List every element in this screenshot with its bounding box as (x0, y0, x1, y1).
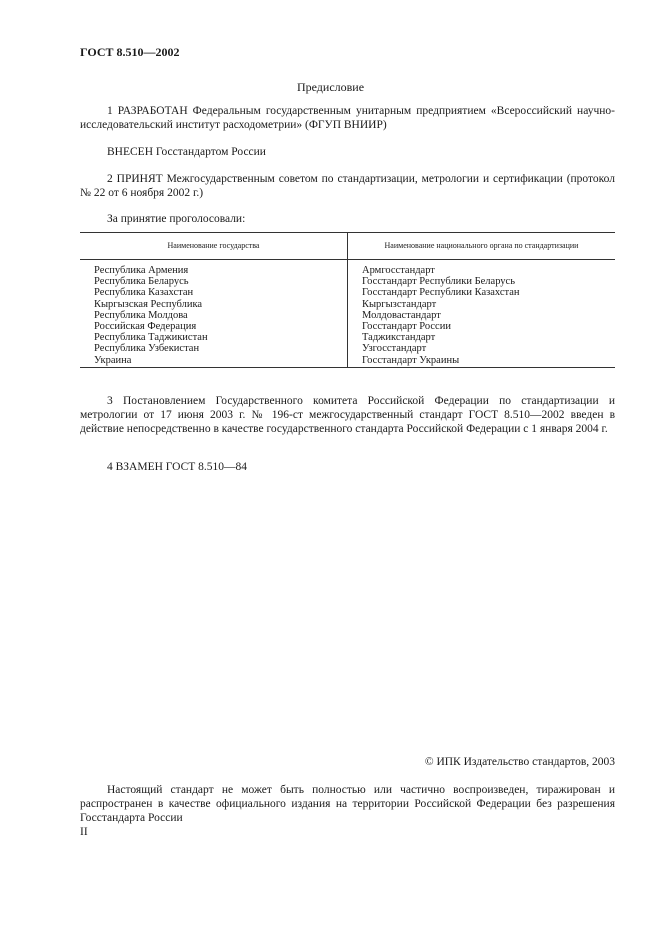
preface-title: Предисловие (296, 80, 365, 94)
item-1-developed: 1 РАЗРАБОТАН Федеральным государственным унитарным предприятием «Всероссийский научно-исследовательский институт расходометрии» (ФГУП ВНИИР) (80, 105, 615, 131)
table-cell-state: Республика Молдова (94, 309, 188, 321)
voted-for-label: За принятие проголосовали: (107, 213, 246, 225)
table-cell-body: Молдовастандарт (362, 309, 441, 321)
reproduction-notice: Настоящий стандарт не может быть полностью или частично воспроизведен, тиражирован и распространен в качестве официального издания на территории Российской Федерации без разрешения Госстандарта России (80, 784, 615, 824)
table-cell-state: Республика Казахстан (94, 287, 194, 299)
state-column (94, 265, 208, 366)
item-2-adopted: 2 ПРИНЯТ Межгосударственным советом по стандартизации, метрологии и сертификации (протокол № 22 от 6 ноября 2002 г.) (80, 173, 615, 199)
voting-table (80, 232, 615, 368)
table-cell-body: Госстандарт Республики Беларусь (362, 276, 516, 288)
table-cell-body: Таджикстандарт (362, 332, 436, 344)
item-4-replaces: 4 ВЗАМЕН ГОСТ 8.510—84 (107, 461, 248, 473)
body-column (362, 265, 520, 366)
table-cell-state: Республика Армения (94, 265, 189, 276)
table-cell-body: Госстандарт России (362, 321, 451, 333)
table-cell-state: Республика Узбекистан (94, 343, 200, 355)
copyright-notice: © ИПК Издательство стандартов, 2003 (424, 756, 615, 768)
standard-designation: ГОСТ 8.510—2002 (80, 45, 180, 59)
table-header-body: Наименование национального органа по стандартизации (384, 241, 579, 250)
table-header-state: Наименование государства (167, 241, 260, 250)
table-cell-state: Украина (94, 354, 132, 366)
table-cell-body: Госстандарт Украины (362, 354, 460, 366)
table-cell-body: Кыргызстандарт (362, 298, 437, 310)
table-cell-body: Госстандарт Республики Казахстан (362, 287, 520, 299)
table-column-divider (347, 233, 348, 367)
table-cell-body: Узгосстандарт (362, 343, 427, 355)
table-cell-state: Республика Таджикистан (94, 332, 208, 344)
table-cell-state: Российская Федерация (94, 321, 197, 333)
item-3-resolution: 3 Постановлением Государственного комитета Российской Федерации по стандартизации и метрологии от 17 июня 2003 г. № 196-ст межгосударственный стандарт ГОСТ 8.510—2002 введен в действие непосредственно в качестве государственного стандарта Российской Федерации с 1 января 2004 г. (80, 395, 615, 435)
table-cell-state: Кыргызская Республика (94, 298, 203, 310)
table-cell-body: Армгосстандарт (362, 265, 435, 276)
introduced-by: ВНЕСЕН Госстандартом России (107, 146, 266, 158)
page-number: II (80, 826, 88, 838)
table-cell-state: Республика Беларусь (94, 276, 189, 288)
